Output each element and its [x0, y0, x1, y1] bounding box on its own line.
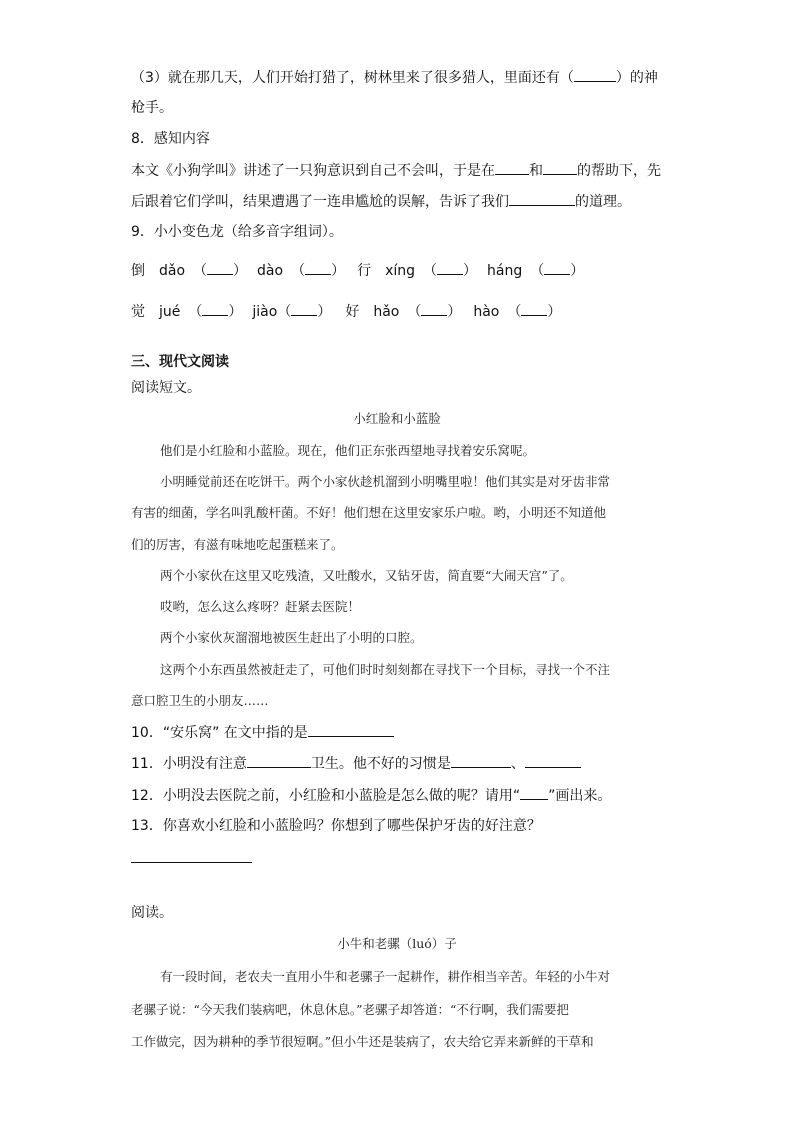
q12: 12．小明没去医院之前，小红脸和小蓝脸是怎么做的呢？请用“ ”画出来。 — [131, 785, 663, 806]
answer-blank[interactable] — [207, 260, 233, 275]
answer-blank[interactable] — [521, 301, 547, 316]
answer-blank[interactable] — [421, 301, 447, 316]
q9-title: 9．小小变色龙（给多音字组词）。 — [131, 224, 343, 240]
q7-3-line2: 枪手。 — [131, 100, 173, 116]
passage-paragraph: 小明睡觉前还在吃饼干。两个小家伙趁机溜到小明嘴里啦！他们其实是对牙齿非常 — [160, 474, 611, 489]
passage-paragraph: 他们是小红脸和小蓝脸。现在，他们正东张西望地寻找着安乐窝呢。 — [160, 443, 536, 458]
answer-blank[interactable] — [247, 753, 311, 768]
passage-paragraph: 两个小家伙灰溜溜地被医生赶出了小明的口腔。 — [160, 630, 423, 645]
answer-blank[interactable] — [451, 753, 511, 768]
reading-intro: 阅读短文。 — [131, 380, 201, 396]
passage-paragraph: 有害的细菌，学名叫乳酸杆菌。不好！他们想在这里安家乐户啦。哟，小明还不知道他 — [131, 505, 607, 520]
answer-blank[interactable] — [544, 260, 570, 275]
passage-paragraph: 意口腔卫生的小朋友…… — [131, 693, 269, 708]
passage-paragraph: 们的厉害，有滋有味地吃起蛋糕来了。 — [131, 537, 344, 552]
answer-blank[interactable] — [525, 753, 581, 768]
q7-3-line1: （3）就在那几天，人们开始打猎了，树林里来了很多猎人，里面还有（ ）的神 — [131, 67, 663, 88]
passage-paragraph: 哎哟，怎么这么疼呀？赶紧去医院！ — [160, 599, 361, 614]
q8-line2: 后跟着它们学叫，结果遭遇了一连串尴尬的误解，告诉了我们 的道理。 — [131, 191, 663, 212]
answer-blank[interactable] — [509, 191, 575, 206]
underline-sample — [520, 785, 548, 800]
answer-blank[interactable] — [291, 301, 317, 316]
q8-title: 8．感知内容 — [131, 131, 210, 147]
passage2-paragraph: 老骡子说：“今天我们装病吧，休息休息。”老骡子却答道：“不行啊，我们需要把 — [131, 1002, 569, 1017]
answer-blank[interactable] — [202, 301, 228, 316]
reading2-intro: 阅读。 — [131, 905, 173, 921]
section-heading: 三、现代文阅读 — [131, 354, 229, 370]
q8-line1: 本文《小狗学叫》讲述了一只狗意识到自己不会叫，于是在 和 的帮助下，先 — [131, 160, 663, 181]
answer-blank[interactable] — [495, 160, 529, 175]
q10: 10．“安乐窝” 在文中指的是 — [131, 722, 663, 743]
answer-blank[interactable] — [543, 160, 577, 175]
q9-row2: 觉 jué （ ） jiào（ ） 好 hǎo （ ） hào （ ） — [131, 301, 663, 322]
passage2-paragraph: 工作做完，因为耕种的季节很短啊。”但小牛还是装病了，农夫给它弄来新鲜的干草和 — [131, 1034, 594, 1049]
passage2-title: 小牛和老骡（luó）子 — [337, 936, 457, 951]
answer-blank[interactable] — [437, 260, 463, 275]
passage2-paragraph: 有一段时间，老农夫一直用小牛和老骡子一起耕作，耕作相当辛苦。年轻的小牛对 — [160, 969, 611, 984]
answer-line[interactable] — [131, 862, 252, 863]
q9-row1: 倒 dǎo （ ） dào （ ） 行 xíng （ ） háng （ ） — [131, 260, 663, 281]
passage-paragraph: 这两个小东西虽然被赶走了，可他们时时刻刻都在寻找下一个目标，寻找一个不注 — [160, 662, 611, 677]
answer-blank[interactable] — [305, 260, 331, 275]
answer-blank[interactable] — [574, 67, 616, 82]
q11: 11．小明没有注意 卫生。他不好的习惯是 、 — [131, 753, 663, 774]
answer-blank[interactable] — [308, 722, 394, 737]
passage-paragraph: 两个小家伙在这里又吃残渣，又吐酸水，又钻牙齿，简直要“大闹天宫”了。 — [160, 568, 573, 583]
q13: 13．你喜欢小红脸和小蓝脸吗？你想到了哪些保护牙齿的好注意？ — [131, 818, 541, 834]
passage-title: 小红脸和小蓝脸 — [353, 411, 441, 426]
